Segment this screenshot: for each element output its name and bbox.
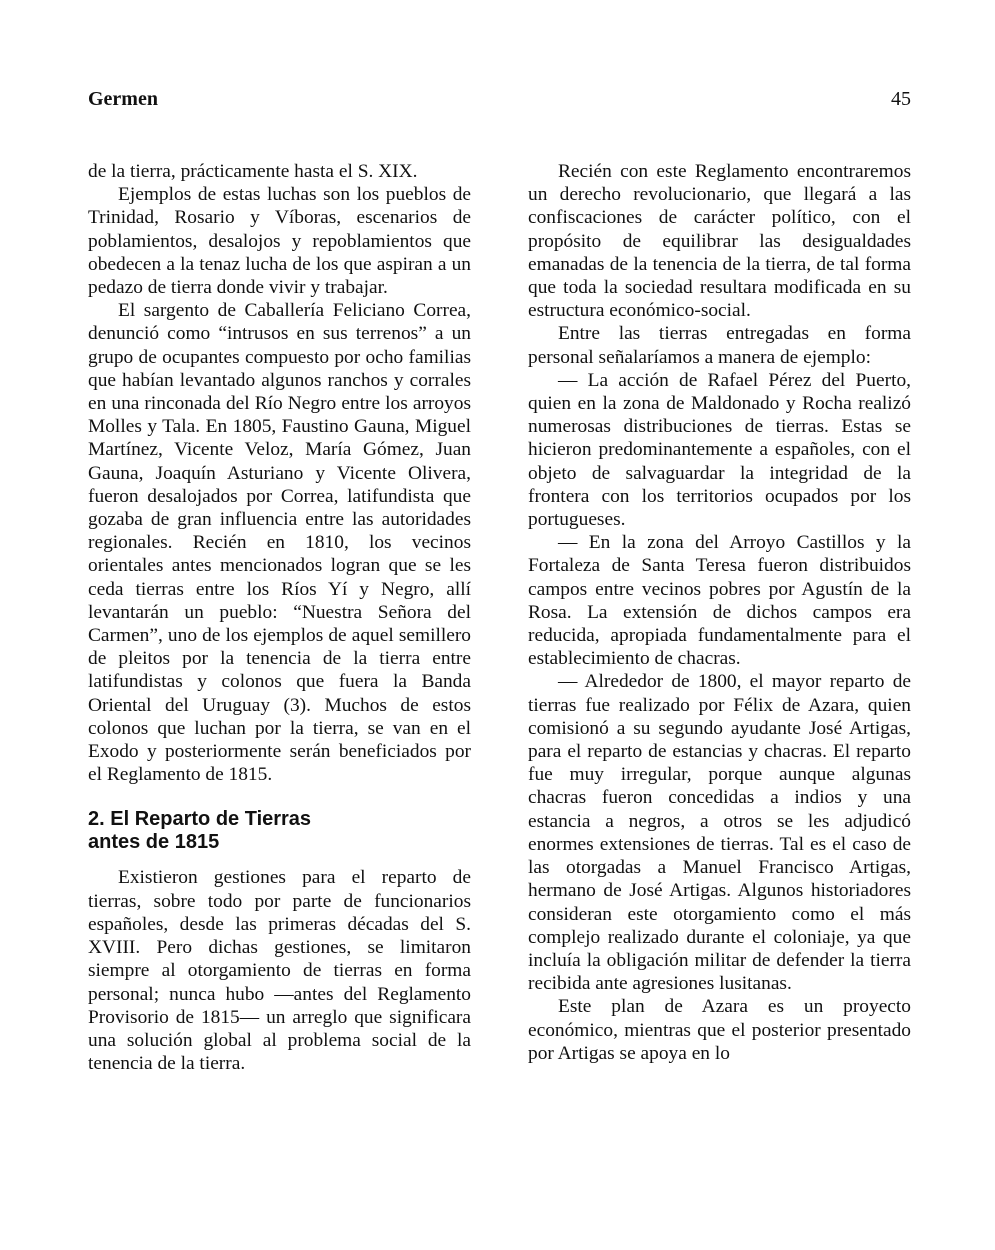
paragraph: El sargento de Caballería Feliciano Correa, denunció como “intrusos en sus terrenos” a un grupo de ocupantes compuesto por ocho familias que habían levantado algunos ranchos y corrales en una rinconada del Río Negro entre los arroyos Molles y Tala. En 1805, Faustino Gauna, Miguel Martínez, Vicente Veloz, María Gómez, Juan Gauna, Joaquín Asturiano y Vicente Olivera, fueron desalojados por Correa, latifundista que gozaba de gran influencia entre las autoridades regionales. Recién en 1810, los vecinos orientales antes mencionados logran que se les ceda tierras entre los Ríos Yí y Negro, allí levantarán un pueblo: “Nuestra Señora del Carmen”, uno de los ejemplos de aquel semillero de pleitos por la tenencia de la tierra entre latifundistas y colonos que fuera la Banda Oriental del Uruguay (3). Muchos de estos colonos que luchan por la tierra, se van en el Exodo y posteriormente serán beneficiados por el Reglamento de 1815. [88,300,471,786]
section-heading [88,808,471,854]
paragraph: Recién con este Reglamento encontraremos un derecho revolucionario, que llegará a las confiscaciones de carácter político, con el propósito de equilibrar las desigualdades emanadas de la tenencia de la tierra, de tal forma que toda la sociedad resultara modificada en su estructura económico-social. [528,161,911,322]
paragraph: Este plan de Azara es un proyecto económico, mientras que el posterior presentado por Artigas se apoya en lo [528,996,911,1064]
running-title: Germen [88,88,158,110]
paragraph: Existieron gestiones para el reparto de tierras, sobre todo por parte de funcionarios españoles, desde las primeras décadas del S. XVIII. Pero dichas gestiones, se limitaron siempre al otorgamiento de tierras en forma personal; nunca hubo —antes del Reglamento Provisorio de 1815— un arreglo que significara una solución global al problema social de la tenencia de la tierra. [88,867,471,1075]
paragraph: Ejemplos de estas luchas son los pueblos de Trinidad, Rosario y Víboras, escenarios de poblamientos, desalojos y repoblamientos que obedecen a la tenaz lucha de los que aspiran a un pedazo de tierra donde vivir y trabajar. [88,184,471,299]
list-paragraph: — En la zona del Arroyo Castillos y la Fortaleza de Santa Teresa fueron distribuidos campos entre vecinos pobres por Agustín de la Rosa. La extensión de dichos campos era reducida, apropiada fundamentalmente para el establecimiento de chacras. [528,532,911,670]
section-heading-line: 2. El Reparto de Tierras [88,808,312,831]
left-column [88,160,471,1075]
section-heading-line: antes de 1815 [88,831,220,854]
running-head [88,88,911,118]
list-paragraph: — La acción de Rafael Pérez del Puerto, quien en la zona de Maldonado y Rocha realizó numerosas distribuciones de tierras. Estas se hicieron predominantemente a españoles, con el objeto de salvaguardar la integridad de la frontera con los territorios ocupados por los portugueses. [528,369,911,531]
page-number: 45 [891,88,911,110]
right-column [528,160,911,1065]
paragraph: de la tierra, prácticamente hasta el S. XIX. [88,161,418,182]
list-paragraph: — Alrededor de 1800, el mayor reparto de tierras fue realizado por Félix de Azara, quien comisionó a su segundo ayudante José Artigas, para el reparto de estancias y chacras. El reparto fue muy irregular, porque aunque algunas chacras fueron concedidas a indios y una estancia a negros, a otros se les adjudicó enormes extensiones de tierras. Tal es el caso de las otorgadas a Manuel Francisco Artigas, hermano de José Artigas. Algunos historiadores consideran este otorgamiento como el más complejo realizado durante el coloniaje, ya que incluía la obligación militar de defender la tierra recibida ante agresiones lusitanas. [528,671,911,995]
paragraph: Entre las tierras entregadas en forma personal señalaríamos a manera de ejemplo: [528,323,911,368]
